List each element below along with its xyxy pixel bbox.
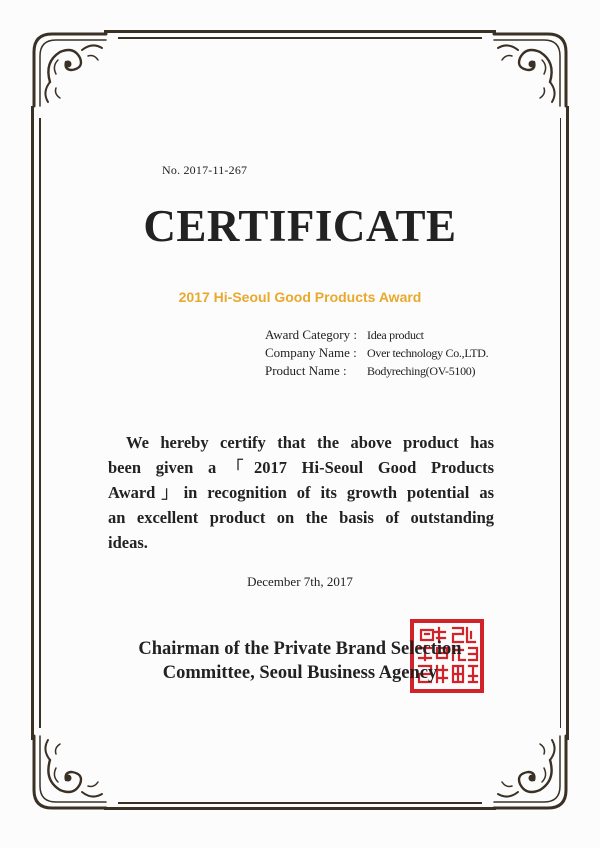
border-top-outer	[104, 30, 496, 33]
detail-row-award-category	[265, 326, 488, 344]
corner-ornament-bottom-left-icon	[22, 724, 118, 820]
detail-label: Product Name :	[265, 363, 347, 378]
statement-line: ideas.	[108, 533, 148, 552]
detail-row-product-name	[265, 362, 488, 380]
issuer-signature-block	[0, 637, 600, 685]
statement-line: been given a「2017 Hi-Seoul Good Products	[108, 458, 494, 477]
issue-date: December 7th, 2017	[247, 574, 353, 589]
certification-statement	[108, 430, 494, 555]
border-bottom-inner	[118, 802, 482, 804]
corner-ornament-bottom-right-icon	[482, 724, 578, 820]
border-bottom-outer	[104, 807, 496, 810]
detail-value: Bodyreching(OV-5100)	[367, 364, 476, 378]
detail-label: Company Name :	[265, 345, 357, 360]
border-top-inner	[118, 37, 482, 39]
corner-ornament-top-left-icon	[22, 22, 118, 118]
issuer-line: Chairman of the Private Brand Selection	[138, 639, 462, 659]
issuer-line: Committee, Seoul Business Agency	[162, 663, 438, 683]
detail-value: Over technology Co.,LTD.	[367, 346, 489, 360]
corner-ornament-top-right-icon	[482, 22, 578, 118]
detail-value: Idea product	[367, 328, 424, 342]
award-details	[265, 326, 488, 380]
statement-line: Award」in recognition of its growth potential as	[108, 483, 494, 502]
statement-line: an excellent product on the basis of outstanding	[108, 508, 494, 527]
award-name: 2017 Hi-Seoul Good Products Award	[178, 289, 422, 305]
certificate-title: CERTIFICATE	[143, 201, 457, 251]
detail-label: Award Category :	[265, 327, 357, 342]
statement-line: We hereby certify that the above product has	[126, 433, 494, 452]
detail-row-company-name	[265, 344, 488, 362]
certificate-number: No. 2017-11-267	[162, 163, 248, 177]
